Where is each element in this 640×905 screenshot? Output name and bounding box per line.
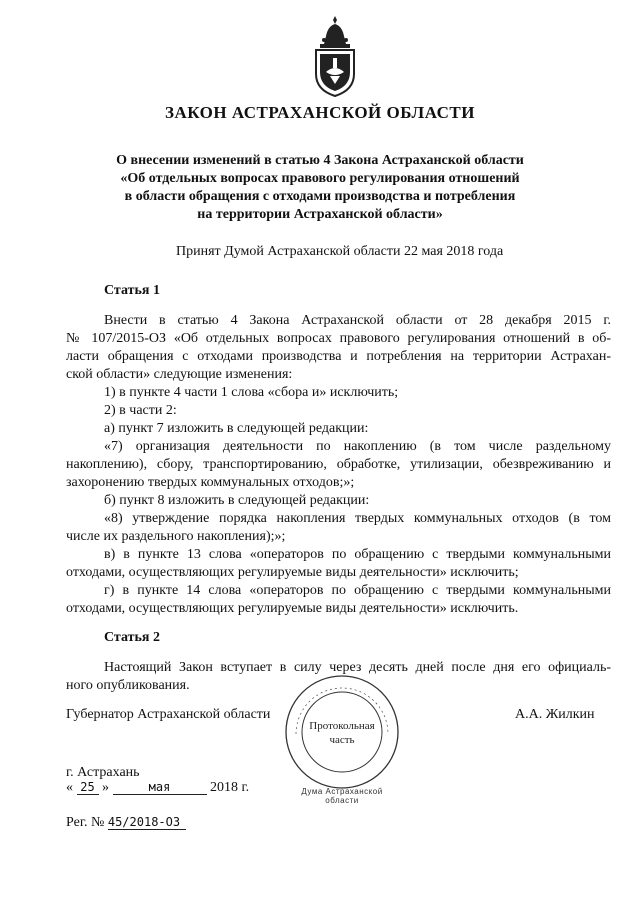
registration-number	[66, 815, 186, 831]
article-1-heading: Статья 1	[104, 283, 160, 298]
article-2-text-line: Настоящий Закон вступает в силу через десять дней после дня его официаль-	[104, 660, 611, 675]
date-day: 25	[77, 780, 99, 795]
date-year: 2018 г.	[210, 780, 250, 795]
date-close-quote: »	[102, 780, 109, 795]
article-1-intro-line: Внести в статью 4 Закона Астраханской области от 28 декабря 2015 г.	[104, 313, 611, 328]
stamp-ring-text: Дума Астраханской области	[301, 787, 383, 805]
subtitle-line: на территории Астраханской области»	[197, 207, 443, 222]
stamp-line-1: Протокольная	[309, 720, 375, 732]
registration-value: 45/2018-ОЗ	[108, 815, 186, 830]
document-title: ЗАКОН АСТРАХАНСКОЙ ОБЛАСТИ	[164, 103, 475, 122]
amendment-item-2: 2) в части 2:	[104, 403, 177, 418]
signing-city: г. Астрахань	[66, 765, 140, 780]
article-1-intro-line: ласти обращения с отходами производства и потребления на территории Астрахан-	[66, 349, 611, 364]
subtitle-line: О внесении изменений в статью 4 Закона Астраханской области	[116, 153, 524, 168]
date-month: мая	[113, 780, 207, 795]
subtitle-line: в области обращения с отходами производства и потребления	[124, 189, 516, 204]
signing-date	[66, 780, 249, 796]
item-7-text-line: захоронению твердых коммунальных отходов;»;	[66, 475, 355, 490]
item-8-text-line: «8) утверждение порядка накопления твердых коммунальных отходов (в том	[104, 511, 611, 526]
article-2-heading: Статья 2	[104, 630, 160, 645]
coat-of-arms-emblem	[306, 14, 364, 98]
stamp-line-2: часть	[329, 734, 355, 746]
amendment-item-2v-line: в) в пункте 13 слова «операторов по обращению с твердыми коммунальными	[104, 547, 611, 562]
date-open-quote: «	[66, 780, 73, 795]
item-8-text-line: числе их раздельного накопления);»;	[66, 529, 286, 544]
article-2-text-line: ного опубликования.	[66, 678, 190, 693]
law-subtitle	[80, 152, 560, 224]
governor-name: А.А. Жилкин	[515, 707, 595, 722]
subtitle-line: «Об отдельных вопросах правового регулирования отношений	[120, 171, 520, 186]
item-7-text-line: «7) организация деятельности по накоплению (в том числе раздельному	[104, 439, 611, 454]
article-1-intro-line: ской области» следующие изменения:	[66, 367, 293, 382]
amendment-item-2b: б) пункт 8 изложить в следующей редакции:	[104, 493, 370, 508]
registration-label: Рег. №	[66, 815, 105, 830]
adoption-note: Принят Думой Астраханской области 22 мая 2018 года	[176, 244, 504, 259]
article-1-intro-line: № 107/2015-ОЗ «Об отдельных вопросах правового регулирования отношений в об-	[66, 331, 611, 346]
amendment-item-2v-line: отходами, осуществляющих регулируемые виды деятельности» исключить;	[66, 565, 519, 580]
governor-title: Губернатор Астраханской области	[66, 707, 271, 722]
official-stamp	[282, 672, 402, 792]
amendment-item-1: 1) в пункте 4 части 1 слова «сбора и» исключить;	[104, 385, 399, 400]
item-7-text-line: накоплению), сбору, транспортированию, обработке, утилизации, обезвреживанию и	[66, 457, 611, 472]
amendment-item-2a: а) пункт 7 изложить в следующей редакции:	[104, 421, 369, 436]
amendment-item-2g-line: г) в пункте 14 слова «операторов по обращению с твердыми коммунальными	[104, 583, 611, 598]
amendment-item-2g-line: отходами, осуществляющих регулируемые виды деятельности» исключить.	[66, 601, 519, 616]
